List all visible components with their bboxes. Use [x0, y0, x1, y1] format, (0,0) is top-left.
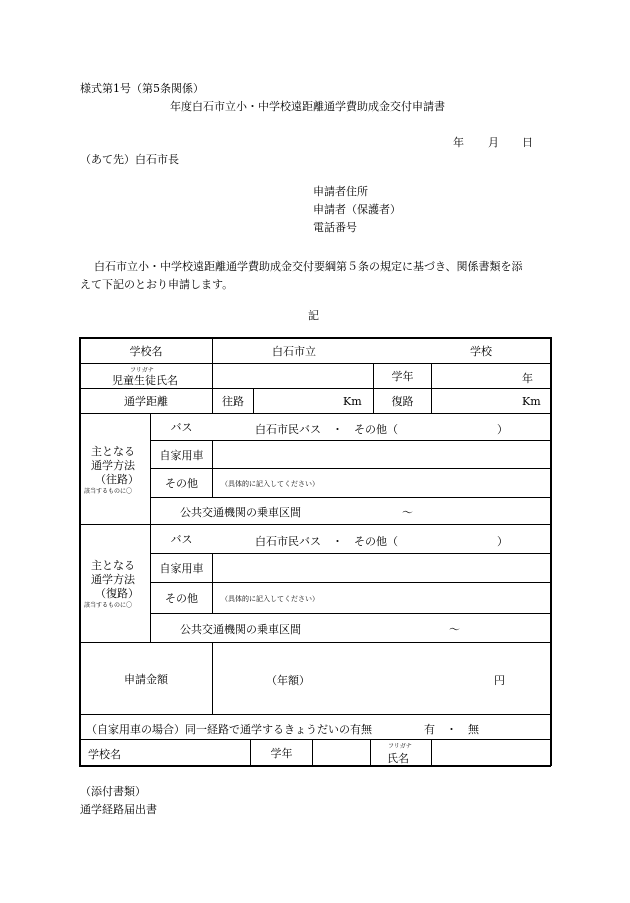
body-line-1: 白石市立小・中学校遠距離通学費助成金交付要綱第５条の規定に基づき、関係書類を添	[94, 260, 523, 273]
amount-label: 申請金額	[124, 672, 168, 686]
form-title: 年度白石市立小・中学校遠距離通学費助成金交付申請書	[170, 100, 445, 113]
attachments-heading: （添付書類）	[80, 785, 146, 798]
school-name-input[interactable]	[322, 340, 462, 360]
student-name-label: 児童生徒氏名	[112, 374, 178, 387]
outbound-km-unit: Km	[343, 395, 362, 408]
sibling-grade-input[interactable]	[314, 741, 368, 764]
sibling-question: （自家用車の場合）同一経路で通学するきょうだいの有無	[86, 723, 372, 736]
attachment-item-1: 通学経路届出書	[80, 803, 157, 816]
ki-label: 記	[308, 309, 319, 322]
sibling-school-input[interactable]	[130, 741, 248, 764]
grade-label: 学年	[391, 370, 414, 383]
method-out-line1: 主となる	[91, 445, 135, 458]
school-prefix: 白石市立	[272, 345, 316, 358]
sibling-name-label: 氏名	[387, 752, 409, 765]
method-out-section-label: 公共交通機関の乗車区間	[180, 506, 301, 519]
method-ret-other-label: その他	[165, 592, 198, 605]
method-out-tilde: ～	[402, 506, 413, 519]
sibling-furigana: フリガナ	[388, 743, 412, 750]
date-day-label: 日	[522, 136, 533, 149]
method-out-car-label[interactable]: 自家用車	[159, 448, 204, 462]
method-ret-line3: （復路）	[95, 587, 139, 600]
sibling-school-label: 学校名	[88, 748, 121, 761]
yen-unit: 円	[494, 674, 505, 687]
method-out-bus-label: バス	[170, 421, 193, 434]
form-number: 様式第1号（第5条関係）	[80, 82, 204, 95]
method-out-line3: （往路）	[95, 473, 139, 486]
student-name-input[interactable]	[214, 365, 371, 387]
sibling-name-input[interactable]	[433, 741, 548, 764]
body-line-2: えて下記のとおり申請します。	[80, 278, 234, 291]
date-month-label: 月	[488, 136, 499, 149]
method-ret-note: 該当するものに〇	[84, 602, 133, 609]
grade-unit: 年	[522, 372, 533, 385]
method-out-bus-options[interactable]: 白石市民バス ・ その他（ ）	[255, 423, 508, 436]
amount-input[interactable]	[310, 664, 488, 694]
sibling-options[interactable]: 有 ・ 無	[424, 723, 479, 736]
return-label: 復路	[391, 395, 414, 408]
school-name-label: 学校名	[129, 344, 163, 358]
applicant-address-label: 申請者住所	[313, 185, 368, 198]
method-ret-line2: 通学方法	[91, 573, 135, 586]
method-ret-tilde: ～	[449, 623, 460, 636]
addressee: （あて先）白石市長	[80, 153, 179, 166]
return-km-unit: Km	[522, 395, 541, 408]
method-out-other-note: （具体的に記入してください）	[221, 480, 319, 488]
method-ret-other-note: （具体的に記入してください）	[221, 595, 319, 603]
return-distance-input[interactable]	[433, 390, 518, 411]
method-out-section-input[interactable]	[330, 499, 548, 523]
method-out-other-label: その他	[165, 477, 198, 490]
method-out-note: 該当するものに〇	[84, 488, 133, 495]
date-year-label: 年	[453, 136, 464, 149]
sibling-grade-label: 学年	[270, 746, 293, 760]
student-furigana: フリガナ	[130, 367, 154, 374]
method-ret-bus-label: バス	[170, 533, 193, 546]
method-out-other-input[interactable]	[214, 470, 548, 496]
method-ret-other-input[interactable]	[214, 584, 548, 612]
applicant-name-label: 申請者（保護者）	[313, 203, 401, 216]
method-ret-bus-options[interactable]: 白石市民バス ・ その他（ ）	[255, 535, 508, 548]
annual-label: （年額）	[266, 674, 310, 687]
school-suffix: 学校	[470, 345, 492, 358]
method-ret-section-input[interactable]	[330, 615, 548, 641]
method-out-line2: 通学方法	[91, 459, 135, 472]
method-ret-car-label[interactable]: 自家用車	[159, 562, 204, 575]
outbound-label: 往路	[222, 395, 244, 408]
method-ret-section-label: 公共交通機関の乗車区間	[180, 623, 301, 636]
outbound-distance-input[interactable]	[256, 390, 340, 411]
applicant-phone-label: 電話番号	[313, 221, 357, 234]
distance-label: 通学距離	[124, 395, 168, 408]
method-ret-line1: 主となる	[91, 559, 135, 572]
grade-input[interactable]	[433, 365, 518, 387]
